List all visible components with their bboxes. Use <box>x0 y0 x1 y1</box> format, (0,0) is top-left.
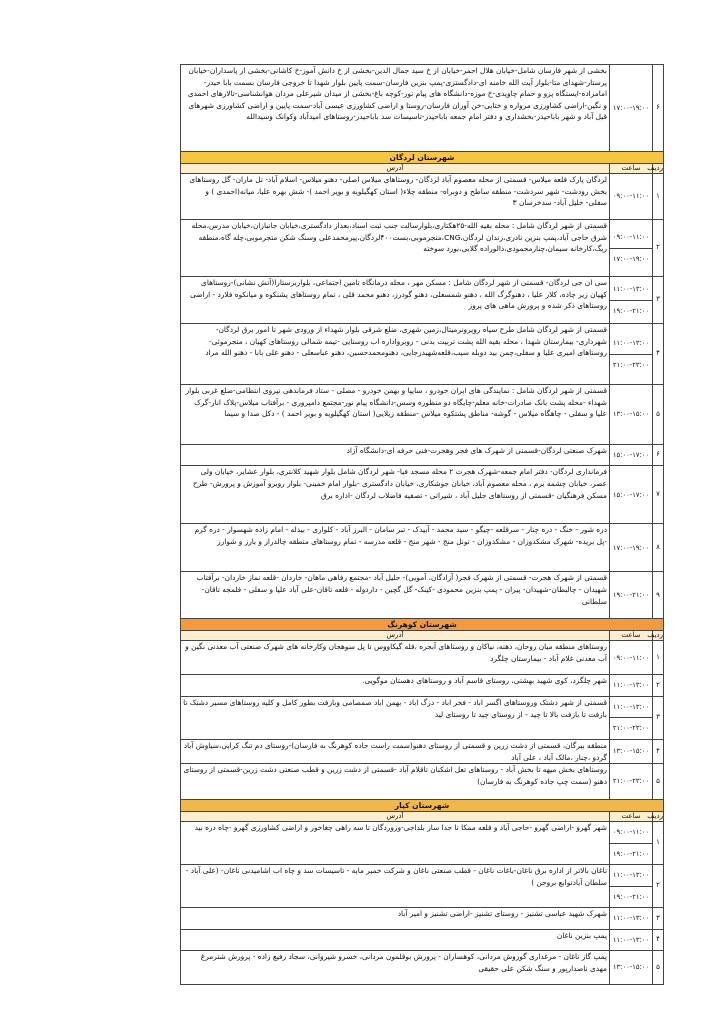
row-number: ۲ <box>653 865 664 908</box>
row-number: ۱ <box>653 641 664 675</box>
time-slot: ۱۵:۰۰-۱۷:۰۰ <box>612 490 650 499</box>
time-slot: ۱۳:۰۰-۱۵:۰۰ <box>612 747 650 756</box>
row-time <box>610 324 653 385</box>
row-address: فرمانداری لردگان- دفتر امام جمعه-شهرک هجرت ۲ محله مسجد فیا- شهر لردگان شامل بلوار شهید کلانتری، بلوار عشایر، خیابان ولی عصر، خیابان چشمه برم ، محله معصوم آباد، خیابان جوشکاری، خیابان دادگستری -بلوار امام خمینی- بلوار روبرو آموزش و پرورش- طرح مسکن فرهنگیان -قسمتی از روستاهای جلیل آباد ، شیراتی - تصفیه فاضلاب لردگان -اداره برق <box>181 466 610 524</box>
header-row-number: ردیف <box>647 164 663 172</box>
section-title: شهرستان لردگان <box>181 152 664 164</box>
row-number: ۵ <box>653 385 664 445</box>
time-slot: ۱۹:۰۰-۲۱:۰۰ <box>612 591 650 600</box>
table-row <box>181 641 664 675</box>
row-address: منطقه بیرگان، قسمتی از دشت زرین و قسمتی از روستای دهنو(سمت راست جاده کوهرنگ به فارسان)-روستای دم تنگ کرایی،سیاوش آباد گردو ،چنار ،مالک آباد ، علی آباد <box>181 739 610 763</box>
row-number: ۴ <box>653 324 664 385</box>
time-slot: ۱۱:۰۰-۱۳:۰۰ <box>612 935 650 944</box>
time-slot: ۰۹:۰۰-۱۱:۰۰ <box>612 233 650 242</box>
row-time <box>610 739 653 763</box>
row-time <box>610 951 653 985</box>
header-address: آدرس <box>181 812 610 822</box>
table-row <box>181 524 664 572</box>
row-number: ۹ <box>653 572 664 619</box>
column-header-row <box>181 631 664 641</box>
time-slot: ۰۹:۰۰-۱۱:۰۰ <box>612 653 650 662</box>
section-title-kiar <box>181 800 664 812</box>
table-row <box>181 445 664 466</box>
row-address: قسمتی از شهر لردگان شامل : محله بقیه الله-۲۵هکتاری،بلوارسالت جنب ثبت اسناد،بعداز دادگستری،خیابان جانبازان،خیابان مدرس،محله شرق حاجی آباد،پمپ بنزین نادری،زندان لردگان،CNG،متجرموبی،بست۴۰۰لردگان،پیرمحمدعلی وسنگ شکن متجرموبی،چله گاه،منطقه ریگ،کارخانه سیمان،چنارمحمودی،دالوراده گلابی،بورد سوخته <box>181 220 610 277</box>
row-time <box>610 908 653 929</box>
row-address: قسمتی از شهر دشتک وروستاهای اگسر اباد - فخر اباد - دزگ اباد - بهمن اباد صمصامی وبازفت بطور کامل و کلیه روستاهای مسیر دشتک تا بازفت تا بازفت بالا تا چید - از روستای چید تا روستای لید <box>181 696 610 739</box>
row-time <box>610 641 653 675</box>
row-number: ۳ <box>653 696 664 739</box>
row-address: قسمتی از شهر لردگان شامل طرح سپاه روپرونرمیتال،زمین شهری، ضلع شرقی بلوار شهداء از ورودی شهر تا امور برق لردگان- شهرداری- بیمارستان شهدا ، محله بقیه الله پشت تربیت بدنی - روبرواداره اب روستایی -تیمه شمالی روستاهای کهیان ، متجرموئی- روستاهای امیری علیا و سفلی،چمن بید دوبله سیب،قلعه‌شهیدرجایی، دهنومحمدحسین، دهنو عباسعلی - دهنو علی بابا - دهنو الله مراد <box>181 324 610 385</box>
row-number: ۵ <box>653 951 664 985</box>
row-address: قسمتی از شهر لردگان شامل : نمایندگی های ایران خودرو ، سایپا و بهمن خودرو - مصلی - ستاد فرماندهی نیروی انتظامی-ضلع غربی بلوار شهداء -محله پشت بانک صادرات-خانه معلم-چایگاه دو منظوره وسس-دانشگاه پیام نور-مجتمع دامپروری - برآفتاب میلاس-پلاک انار-گرک علیا و سفلی - چاهگاه میلاس - گوشه- مناطق پشتکوه میلاس -منطقه زیلایی( استان کهگیلویه و بویر احمد ) - دکل صدا و سیما <box>181 385 610 445</box>
header-time: ساعت <box>610 631 653 641</box>
time-slot: ۱۹:۰۰-۲۱:۰۰ <box>610 843 652 864</box>
row-time <box>610 865 653 908</box>
header-address: آدرس <box>181 164 610 174</box>
row-address: بخشی از شهر فارسان شامل-خیابان هلال احمر-خیابان از خ سید جمال الدین-بخشی از خ دانش آموز-خ کاشانی-بخشی از پاسداران-خیابان پرستار-شهدای متا-بلوار آیت الله خامنه ای-دادگستری-پمپ بنزین فارسان-سمت پایین بلوار شهدا تا خروجی فارسان بسمت بابا حیدر-امامزاده-ایستگاه پزو و حمام چاویدی-خ موزه-دانشگاه های پیام نور-کوچه باغ-بخشی از میدان شیرعلی مردان هوانشناسی-تالارهای احمدی و نگین-اراضی کشاورزی مرواره و ختایی-خن آوران فارسان-روستا و اراضی کشاورزی عیسی آباد-سمت پایین و اراضی کشاورزی شهرهای قیل آباد و شهر باباحیدر-بخشداری و دفتر امام جمعه باباحیدر-تاسیسات سد باباحیدر-روستاهای امیدآباد وکوانک وسیدالله <box>181 65 610 152</box>
table-row <box>181 385 664 445</box>
time-slot: ۱۱:۰۰-۱۳:۰۰ <box>612 871 650 880</box>
row-address: لردگان پارک قلعه میلاس- قسمتی از محله معصوم آباد لردگان- روستاهای میلاس اصلی- دهنو میلاس- اسلام آباد- تل ماران- گل روستاهای بخش رودشت- شهر سردشت- منطقه ساطح و دوبراه- منطقه چلاء( استان کهگیلویه و بویر احمد )- شش بهره علیا، میانه(احمدی ) و سفلی- خلیل آباد- سدخرسان ۳ <box>181 174 610 220</box>
header-address: آدرس <box>181 631 610 641</box>
row-number: ۴ <box>653 739 664 763</box>
row-number: ۸ <box>653 524 664 572</box>
row-time <box>610 929 653 950</box>
row-number: ۴ <box>653 929 664 950</box>
schedule-table <box>180 64 664 985</box>
time-slot: ۱۱:۰۰-۱۳:۰۰ <box>612 339 650 348</box>
row-number: ۳ <box>653 277 664 324</box>
row-number: ۲ <box>653 675 664 696</box>
time-slot: ۱۳:۰۰-۱۵:۰۰ <box>612 963 650 972</box>
table-row <box>181 466 664 524</box>
time-slot: ۱۳:۰۰-۱۵:۰۰ <box>612 410 650 419</box>
row-number: ۶ <box>653 445 664 466</box>
time-slot: ۱۱:۰۰-۱۳:۰۰ <box>612 702 650 711</box>
row-number: ۲ <box>653 220 664 277</box>
row-address: شهر چلگرد، کوی شهید بهشتی، روستای قاسم آباد و روستاهای دهستان موگویی. <box>181 675 610 696</box>
section-title-kuhrang <box>181 619 664 631</box>
row-address: شهرک صنعتی لردگان-قسمتی از شهرک های فجر وهجرت-فنی حرفه ای-دانشگاه آزاد <box>181 445 610 466</box>
table-row <box>181 696 664 739</box>
header-row-number: ردیف <box>647 812 663 821</box>
table-row <box>181 174 664 220</box>
time-slot: ۲۱:۰۰-۲۳:۰۰ <box>610 717 652 738</box>
row-time <box>610 572 653 619</box>
row-number: ۱ <box>653 174 664 220</box>
time-slot: ۱۵:۰۰-۱۷:۰۰ <box>612 451 650 459</box>
table-row <box>181 764 664 800</box>
time-slot: ۱۱:۰۰-۱۳:۰۰ <box>612 681 650 690</box>
table-row <box>181 675 664 696</box>
time-slot: ۰۹:۰۰-۱۱:۰۰ <box>612 828 650 837</box>
section-title-lordegan <box>181 152 664 164</box>
row-address: قسمتی از شهرک هجرت- قسمتی از شهرک فجر( آزادگان، آمویی)- جلیل آباد -مجتمع رفاهی ماهان- خاردان -قلعه نماز خاردان- برآفتاب شهیدان - چالبطان-شهیدان- پیران - پمپ بنزین محمودی -کینک- گل گچین - داردوله - قلعه تاقان-علی آباد علیا و سفلی - فلمجه تاقان- سلطانی <box>181 572 610 619</box>
column-header-row <box>181 812 664 822</box>
table-row <box>181 65 664 152</box>
table-row <box>181 324 664 385</box>
header-time: ساعت <box>610 164 653 174</box>
section-title: شهرستان کوهرنگ <box>181 619 664 631</box>
row-time <box>610 466 653 524</box>
row-address: روستاهای منطقه میان روحان، دهنه، نیاکان و روستاهای آبجره ،قله گیکاووس تا پل سوهجان وکارخانه های شهرک صنعتی آب معدنی نگین و آب معدنی غلام آباد - بیمارستان چلگرد <box>181 641 610 675</box>
table-row <box>181 929 664 950</box>
table-row <box>181 220 664 277</box>
row-number: ۳ <box>653 908 664 929</box>
row-time <box>610 220 653 277</box>
table-row <box>181 277 664 324</box>
row-time <box>610 174 653 220</box>
row-time <box>610 822 653 865</box>
outage-schedule <box>180 64 664 985</box>
row-address: ناغان بالاتر از اداره برق ناغان-باغات ناغان - قطب صنعتی ناغان و شرکت خمیر مایه - تاسیسات سد و چاه اب اشامیدنی ناغان- (علی آباد - سلطان آبادتوابع بروجن ) <box>181 865 610 908</box>
time-slot: ۱۹:۰۰-۲۱:۰۰ <box>610 886 652 907</box>
row-time <box>610 524 653 572</box>
row-address: شهرک شهید عباسی تشنیز - روستای تشنیز -اراضی تشنیز و امیر آباد <box>181 908 610 929</box>
table-row <box>181 951 664 985</box>
time-slot: ۱۷:۰۰-۱۹:۰۰ <box>610 248 652 269</box>
row-address: سی ان جی لردگان- قسمتی از شهر لردگان شامل : مسکن مهر ، محله درمانگاه تامین اجتماعی، بلواربرستارا(آتش نشانی)-روستاهای کهیان زیر چاده، کلار علیا ، دهنوگرگ الله ، دهنو شمسعلی، دهنو گودرز، دهنو محمد قلی ، تمام روستاهای پشنکوه و میانکوه فلارد - اراضی روستاهای ذکر شده و پرورش ماهی های پروز <box>181 277 610 324</box>
row-address: روستاهای بخش میهه تا بخش آباد - روستاهای تعل اشکنان تاقلام آباد -قسمتی از دشت زرین و قطب صنعتی دشت زرین-قسمتی از روستای دهنو (سمت چپ جاده کوهرنگ به فارسان) <box>181 764 610 800</box>
row-time <box>610 385 653 445</box>
row-address: شهر گهرو -اراضی گهرو -حاجی آباد و قلعه ممکا تا جدا ساز بلداجی-وزوردگان تا سه راهی چغاخور و اراضی کشاورزی گهرو -چاه دره بید <box>181 822 610 865</box>
time-slot: ۱۱:۰۰-۱۳:۰۰ <box>612 285 650 294</box>
column-header-row <box>181 164 664 174</box>
row-time <box>610 65 653 152</box>
row-number: ۶ <box>653 65 664 152</box>
section-title: شهرستان کیار <box>181 800 664 812</box>
row-address: دره شور - خنگ - دره چنار - سرقلعه -چیگو - سید محمد - آبیدک - تبر سامان - البرز آباد - کلواری - بیدله - امام زاده شهسوار - دره گرم -پل بریده- شهرک مشکدوزان - مشکدوزان - تونل منج - شهر منج - قلعه مدرسه - تمام روستاهای منطقه چالدراز و بارز و شوارز <box>181 524 610 572</box>
time-slot: ۲۱:۰۰-۲۳:۰۰ <box>612 777 650 786</box>
table-row <box>181 739 664 763</box>
time-slot: ۲۱:۰۰-۲۳:۰۰ <box>610 354 652 375</box>
time-slot: ۰۹:۰۰-۱۱:۰۰ <box>612 192 650 201</box>
row-time <box>610 675 653 696</box>
row-number: ۷ <box>653 466 664 524</box>
time-slot: ۱۹:۰۰-۲۱:۰۰ <box>610 300 652 321</box>
row-time <box>610 445 653 466</box>
row-address: پمپ گاز ناغان - مرغداری گوروش مردانی، کوهساران - پرورش بوقلمون مردانی، خسرو شیروانی، سجاد رفیع زاده - پرورش شترمرغ مهدی ناصدارپور و سنگ شکن علی حقیقی <box>181 951 610 985</box>
row-number: ۱ <box>653 822 664 865</box>
row-time <box>610 696 653 739</box>
row-time <box>610 764 653 800</box>
time-slot: ۱۷:۰۰-۱۹:۰۰ <box>612 103 650 112</box>
time-slot: ۱۷:۰۰-۱۹:۰۰ <box>612 543 650 552</box>
table-row <box>181 572 664 619</box>
time-slot: ۱۱:۰۰-۱۳:۰۰ <box>612 914 650 923</box>
table-row <box>181 908 664 929</box>
row-address: پمپ بنزین ناغان <box>181 929 610 950</box>
header-time: ساعت <box>610 812 653 822</box>
row-number: ۵ <box>653 764 664 800</box>
row-time <box>610 277 653 324</box>
table-row <box>181 865 664 908</box>
table-row <box>181 822 664 865</box>
header-row-number: ردیف <box>647 631 663 640</box>
